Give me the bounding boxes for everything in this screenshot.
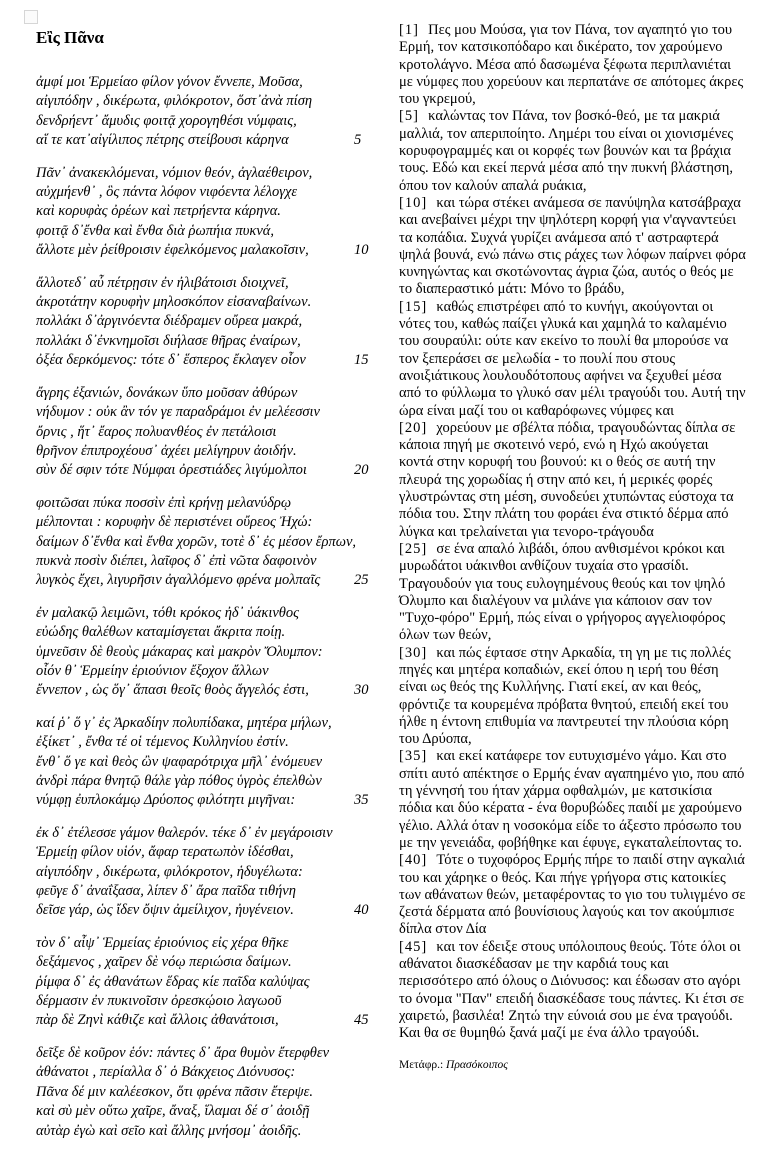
poem-stanza — [36, 164, 392, 261]
translation-text: καθώς επιστρέφει από το κυνήγι, ακούγονται οι νότες του, καθώς παίζει γλυκά και χαμηλά το καλαμένιο του σουραύλι: ούτε καν εκείνο το πουλί θα μπορούσε να τον ξεπεράσει σε μελωδία - το πουλί που στους ανοιξιάτικους λουλουδότοπους αφήνει να ξεχυθεί μέσα από το φύλλωμα το γλυκό σαν μέλι τραγούδι του. Αυτή την ώρα είναι μαζί του οι καθαρόφωνες νύμφες και — [399, 298, 746, 419]
poem-line — [36, 293, 392, 312]
poem-line — [36, 843, 392, 862]
poem-line-text: Πᾶνα δέ μιν καλέεσκον, ὅτι φρένα πᾶσιν ἔτερψε. — [36, 1083, 314, 1100]
poem-stanza — [36, 274, 392, 371]
poem-line-text: πὰρ δὲ Ζηνὶ κάθιζε καὶ ἄλλοις ἀθανάτοισι, — [36, 1012, 279, 1029]
poem-line-text: δεῖσε γάρ, ὡς ἴδεν ὄψιν ἀμείλιχον, ἠυγένειον. — [36, 902, 294, 919]
poem-line — [36, 604, 392, 623]
verse-line-number: 45 — [354, 1012, 369, 1029]
verse-marker: [15] — [399, 298, 428, 315]
poem-stanza — [36, 494, 392, 591]
translation-section — [399, 645, 746, 749]
poem-line-text: λυγκὸς ἔχει, λιγυρῆσιν ἀγαλλόμενο φρένα μολπαῖς — [36, 572, 321, 589]
translation-text: και τον έδειξε στους υπόλοιπους θεούς. Τότε όλοι οι αθάνατοι διασκέδασαν με την καρδιά τους και περισσότερο από όλους ο Διόνυσος: και έδωσαν στο αγόρι το όνομα "Παν" επειδή διασκέδασε τους πάντες. Κι έτσι σε χαιρετώ, βασιλέα! Ζητώ την εύνοιά σου με ένα τραγούδι. Και θα σε θυμηθώ ξανά μαζί με ένα άλλο τραγούδι. — [399, 938, 744, 1042]
poem-line — [36, 384, 392, 403]
poem-line-text: νήδυμον : οὐκ ἂν τόν γε παραδράμοι ἐν μελέεσσιν — [36, 404, 320, 421]
verse-marker: [45] — [399, 938, 428, 955]
poem-line-text: ἔννεπον , ὡς ὅγ᾽ ἅπασι θεοῖς θοὸς ἄγγελός ἐστι, — [36, 682, 309, 699]
translation-section — [399, 299, 746, 420]
poem-line — [36, 1011, 392, 1030]
poem-line-text: καὶ σὺ μὲν οὕτω χαῖρε, ἄναξ, ἵλαμαι δέ σ᾽ ἀοιδῇ — [36, 1103, 310, 1120]
translation-text: και τώρα στέκει ανάμεσα σε πανύψηλα κατσάβραχα και ανεβαίνει μέχρι την ψηλότερη κορφή για ν'αγναντεύει τα κοπάδια. Συχνά γυρίζει ανάμεσα από τ' αστραφτερά ψηλά βουνά, ενώ πάνω στις ράχες των λόφων παίρνει φόρα κυνηγώντας και σκοτώνοντας άγρια ζώα, αυτός ο θεός με το διαπεραστικό μάτι: Μόνο το βράδυ, — [399, 194, 746, 298]
poem-title: Εἲς Πᾶνα — [36, 28, 104, 47]
poem-line — [36, 73, 392, 92]
poem-line — [36, 494, 392, 513]
poem-line-text: ὑμνεῦσιν δὲ θεοὺς μάκαρας καὶ μακρὸν Ὄλυμπον: — [36, 643, 323, 660]
poem-line — [36, 772, 392, 791]
poem-line — [36, 1083, 392, 1102]
poem-line — [36, 571, 392, 590]
poem-line-text: ἐν μαλακῷ λειμῶνι, τόθι κρόκος ἠδ᾽ ὑάκινθος — [36, 604, 300, 621]
poem-line-text: αὐτὰρ ἐγὼ καὶ σεῖο καὶ ἄλλης μνήσομ᾽ ἀοιδῆς. — [36, 1122, 302, 1139]
poem-line-text: ἀκροτάτην κορυφὴν μηλοσκόπον εἰσαναβαίνων. — [36, 294, 312, 311]
poem-stanza — [36, 73, 392, 151]
verse-marker: [40] — [399, 852, 428, 869]
verse-line-number: 20 — [354, 462, 369, 479]
poem-line-text: αἰγιπόδην , δικέρωτα, φιλόκροτον, ὅστ᾽ἀνὰ πίση — [36, 93, 313, 110]
poem-line-text: αὐχμήενθ᾽ , ὃς πάντα λόφον νιφόεντα λέλογχε — [36, 184, 298, 201]
poem-line — [36, 164, 392, 183]
verse-marker: [30] — [399, 644, 428, 661]
translation-text: Τότε ο τυχοφόρος Ερμής πήρε το παιδί στην αγκαλιά του και χάρηκε ο θεός. Και πήγε γρήγορα στις κατοικίες των αθάνατων θεών, μεταφέροντας το γιο του τυλιγμένο σε ζεστά δέρματα από βουνίσιους λαγούς και τον ακούμπισε δίπλα στον Δία — [399, 852, 746, 938]
poem-line-text: ἐκ δ᾽ ἐτέλεσσε γάμον θαλερόν. τέκε δ᾽ ἐν μεγάροισιν — [36, 824, 333, 841]
poem-line-text: οἷόν θ᾽ Ἑρμείην ἐριούνιον ἔξοχον ἄλλων — [36, 662, 269, 679]
stray-anchor-box — [24, 10, 38, 24]
poem-line — [36, 714, 392, 733]
poem-line-text: δεῖξε δὲ κοῦρον ἑόν: πάντες δ᾽ ἄρα θυμὸν ἔτερφθεν — [36, 1044, 330, 1061]
poem-line — [36, 112, 392, 131]
poem-line-text: δέρμασιν ἐν πυκινοῖσιν ὀρεσκῴοιο λαγωοῦ — [36, 993, 282, 1010]
poem-line — [36, 901, 392, 920]
poem-line-text: σὺν δέ σφιν τότε Νύμφαι ὀρεστιάδες λιγύμολποι — [36, 462, 307, 479]
greek-poem-column — [36, 28, 392, 1154]
poem-line-text: φοιτᾷ δ᾽ἔνθα καὶ ἔνθα διὰ ῥωπήια πυκνά, — [36, 222, 275, 239]
poem-line — [36, 623, 392, 642]
poem-line-text: εὐώδης θαλέθων καταμίσγεται ἄκριτα ποίῃ. — [36, 624, 286, 641]
poem-line — [36, 403, 392, 422]
verse-line-number: 25 — [354, 572, 369, 589]
poem-line-text: ἄλλοτε μὲν ῥείθροισιν ἐφελκόμενος μαλακοῖσιν, — [36, 242, 309, 259]
translator-name: Πρασόκοιπος — [446, 1058, 508, 1071]
poem-line-text: πυκνὰ ποσὶν διέπει, λαῖφος δ᾽ ἐπὶ νῶτα δαφοινὸν — [36, 552, 317, 569]
poem-line-text: νύμφῃ ἐυπλοκάμῳ Δρύοπος φιλότητι μιγῆναι: — [36, 792, 296, 809]
poem-line-text: αἰγιπόδην , δικέρωτα, φιλόκροτον, ἡδυγέλωτα: — [36, 863, 303, 880]
poem-line — [36, 274, 392, 293]
translation-column — [399, 22, 746, 1074]
verse-line-number: 35 — [354, 792, 369, 809]
poem-line-text: δαίμων δ᾽ἔνθα καὶ ἔνθα χορῶν, τοτὲ δ᾽ ἐς μέσον ἔρπων, — [36, 533, 357, 550]
poem-stanza — [36, 714, 392, 811]
poem-line-text: ἀνδρὶ πάρα θνητῷ θάλε γὰρ πόθος ὑγρὸς ἐπελθὼν — [36, 773, 322, 789]
poem-line — [36, 202, 392, 221]
poem-line-text: φοιτῶσαι πύκα ποσσὶν ἐπὶ κρήνῃ μελανύδρῳ — [36, 494, 292, 511]
poem-line — [36, 533, 392, 552]
poem-line-text: ἐξίκετ᾽ , ἔνθα τέ οἱ τέμενος Κυλληνίου ἐστίν. — [36, 734, 289, 751]
poem-line — [36, 753, 392, 772]
poem-line — [36, 824, 392, 843]
translation-section — [399, 939, 746, 1043]
verse-marker: [35] — [399, 748, 428, 765]
poem-line — [36, 183, 392, 202]
poem-line — [36, 351, 392, 370]
verse-line-number: 5 — [354, 132, 362, 149]
translation-sections — [399, 22, 746, 1043]
poem-line — [36, 643, 392, 662]
poem-line-text: φεῦγε δ᾽ ἀναΐξασα, λίπεν δ᾽ ἄρα παῖδα τιθήνη — [36, 883, 296, 900]
translation-section — [399, 541, 746, 645]
poem-line — [36, 953, 392, 972]
poem-stanza — [36, 604, 392, 701]
translation-section — [399, 108, 746, 194]
poem-line-text: καί ῥ᾽ ὅ γ᾽ ἐς Ἀρκαδίην πολυπίδακα, μητέρα μήλων, — [36, 714, 332, 731]
verse-marker: [20] — [399, 419, 428, 436]
poem-line — [36, 1063, 392, 1082]
poem-line-text: ἄγρης ἐξανιών, δονάκων ὕπο μοῦσαν ἀθύρων — [36, 384, 298, 401]
verse-marker: [25] — [399, 540, 428, 557]
poem-line-text: ὄρνις , ἥτ᾽ ἔαρος πολυανθέος ἐν πετάλοισι — [36, 423, 277, 440]
poem-line-text: θρῆνον ἐπιπροχέουσ᾽ ἀχέει μελίγηρυν ἀοιδήν. — [36, 442, 297, 459]
poem-line — [36, 791, 392, 810]
translation-text: και πώς έφτασε στην Αρκαδία, τη γη με τις πολλές πηγές και μητέρα κοπαδιών, εκεί όπου η ιερή του θέση είναι ως θεός της Κυλλήνης. Γιατί εκεί, αν και θεός, φρόντιζε τα κουρεμένα πρόβατα θνητού, επειδή εκεί του ήλθε η έντονη επιθυμία να παντρευτεί την πλούσια κόρη του Δρύοπα, — [399, 644, 731, 748]
poem-stanza — [36, 384, 392, 481]
poem-stanza — [36, 1044, 392, 1141]
poem-line — [36, 882, 392, 901]
poem-line-text: δενδρήεντ᾽ ἄμυδις φοιτᾷ χορογηθέσι νύμφαις, — [36, 112, 297, 129]
poem-line-text: δεξάμενος , χαῖρεν δὲ νόῳ περιώσια δαίμων. — [36, 954, 292, 971]
poem-line-text: αἵ τε κατ᾽αἰγίλιπος πέτρης στείβουσι κάρηνα — [36, 132, 289, 149]
verse-line-number: 30 — [354, 682, 369, 699]
translator-credit — [399, 1057, 746, 1074]
poem-line-text: ἀθάνατοι , περίαλλα δ᾽ ὁ Βάκχειος Διόνυσος: — [36, 1064, 296, 1081]
verse-marker: [5] — [399, 108, 419, 125]
poem-line — [36, 973, 392, 992]
translation-section — [399, 195, 746, 299]
poem-line-text: πολλάκι δ᾽ἐνκνημοῖσι διήλασε θῆρας ἐναίρων, — [36, 332, 301, 349]
poem-line — [36, 1122, 392, 1141]
translation-text: καλώντας τον Πάνα, τον βοσκό-θεό, με τα μακριά μαλλιά, τον απεριποίητο. Λημέρι του είναι οι χιονισμένες κορυφογραμμές και οι κορφές των βουνών και τα βράχια τους. Εδώ και εκεί περνά μέσα από την πυκνή βλάστηση, όπου τον καλούν απαλά ρυάκια, — [399, 108, 734, 194]
translation-section — [399, 852, 746, 938]
poem-line — [36, 442, 392, 461]
translation-section — [399, 748, 746, 852]
verse-marker: [10] — [399, 194, 428, 211]
poem-line — [36, 312, 392, 331]
poem-line — [36, 92, 392, 111]
translation-text: σε ένα απαλό λιβάδι, όπου ανθισμένοι κρόκοι και μυρωδάτοι υάκινθοι ανθίζουν τυχαία στο γρασίδι. Τραγουδούν για τους ευλογημένους θεούς και τον ψηλό Όλυμπο και διαλέγουν να μιλάνε για κάποιον σαν τον "Τυχο-φόρο" Ερμή, πώς είναι ο γρήγορος αγγελιοφόρος όλων των θεών, — [399, 540, 726, 644]
poem-line — [36, 332, 392, 351]
verse-line-number: 40 — [354, 902, 369, 919]
verse-line-number: 15 — [354, 352, 369, 369]
poem-line-text: ἄλλοτεδ᾽ αὖ πέτρῃσιν ἐν ἠλιβάτοισι διοιχνεῖ, — [36, 274, 289, 291]
translation-section — [399, 420, 746, 541]
poem-line — [36, 552, 392, 571]
poem-line — [36, 241, 392, 260]
poem-line-text: ῥίμφα δ᾽ ἐς ἀθανάτων ἕδρας κίε παῖδα καλύψας — [36, 973, 310, 990]
translation-text: χορεύουν με σβέλτα πόδια, τραγουδώντας δίπλα σε κάποια πηγή με σκοτεινό νερό, ενώ η Ηχώ ακούγεται κοντά στην κορυφή του βουνού: κι ο θεός σε αυτή την πλευρά της χορωδίας ή στην από κει, ή μερικές φορές γλυστρώντας στη μέση, συνοδεύει χτυπώντας εύστοχα τα πόδια του. Στην πλάτη του φοράει ένα στικτό δέρμα από λύγκα και τρελαίνεται για τενορο-τράγουδα — [399, 419, 736, 540]
poem-line-text: καὶ κορυφὰς ὀρέων καὶ πετρήεντα κάρηνα. — [36, 203, 281, 220]
translator-credit-label: Μετάφρ.: — [399, 1058, 444, 1071]
poem-line — [36, 131, 392, 150]
poem-stanza — [36, 824, 392, 921]
poem-line — [36, 461, 392, 480]
poem-stanzas — [36, 73, 392, 1141]
poem-line-text: ὀξέα δερκόμενος: τότε δ᾽ ἕσπερος ἔκλαγεν οἶον — [36, 352, 306, 369]
verse-line-number: 10 — [354, 242, 369, 259]
poem-line — [36, 1102, 392, 1121]
poem-line-text: μέλπονται : κορυφὴν δὲ περιστένει οὔρεος Ἠχώ: — [36, 514, 313, 531]
poem-line — [36, 423, 392, 442]
poem-line-text: ἀμφί μοι Ἑρμείαο φίλον γόνον ἔννεπε, Μοῦσα, — [36, 74, 303, 90]
poem-line — [36, 513, 392, 532]
poem-line — [36, 662, 392, 681]
poem-line — [36, 1044, 392, 1063]
verse-marker: [1] — [399, 22, 419, 38]
poem-line — [36, 733, 392, 752]
poem-line — [36, 222, 392, 241]
poem-line-text: ἔνθ᾽ ὅ γε καὶ θεὸς ὢν ψαφαρότριχα μῆλ᾽ ἐνόμευεν — [36, 753, 323, 770]
poem-line — [36, 934, 392, 953]
translation-text: Πες μου Μούσα, για τον Πάνα, τον αγαπητό γιο του Ερμή, τον κατσικοπόδαρο και δικέρατο, τον χαρούμενο κροτολάγνο. Μέσα από δασωμένα ξέφωτα περιπλανιέται με νύμφες που χορεύουν και περπατάνε σε απότομες άκρες του γκρεμού, — [399, 22, 744, 108]
poem-line-text: Ἑρμείῃ φίλον υἱόν, ἄφαρ τερατωπὸν ἰδέσθαι, — [36, 844, 294, 861]
poem-line-text: πολλάκι δ᾽ἀργινόεντα διέδραμεν οὔρεα μακρά, — [36, 313, 303, 330]
poem-stanza — [36, 934, 392, 1031]
poem-line-text: τὸν δ᾽ αἶψ᾽ Ἑρμείας ἐριούνιος εἰς χέρα θῆκε — [36, 934, 289, 951]
translation-text: και εκεί κατάφερε τον ευτυχισμένο γάμο. Και στο σπίτι αυτό απέκτησε ο Ερμής έναν αγαπημένο γιο, που από τη γέννησή του ήταν χάρμα οφθαλμών, με κατσικίσια πόδια και δύο κέρατα - ένα θορυβώδες παιδί με χαρούμενο γέλιο. Αλλά όταν η νοσοκόμα είδε το άξεστο πρόσωπο του με την γενειάδα, φοβήθηκε και έφυγε, εγκαταλείποντας το. — [399, 748, 745, 851]
poem-line — [36, 863, 392, 882]
translation-section — [399, 22, 746, 108]
poem-line — [36, 681, 392, 700]
poem-line-text: Πᾶν᾽ ἀνακεκλόμεναι, νόμιον θεόν, ἀγλαέθειρον, — [36, 164, 313, 181]
poem-line — [36, 992, 392, 1011]
